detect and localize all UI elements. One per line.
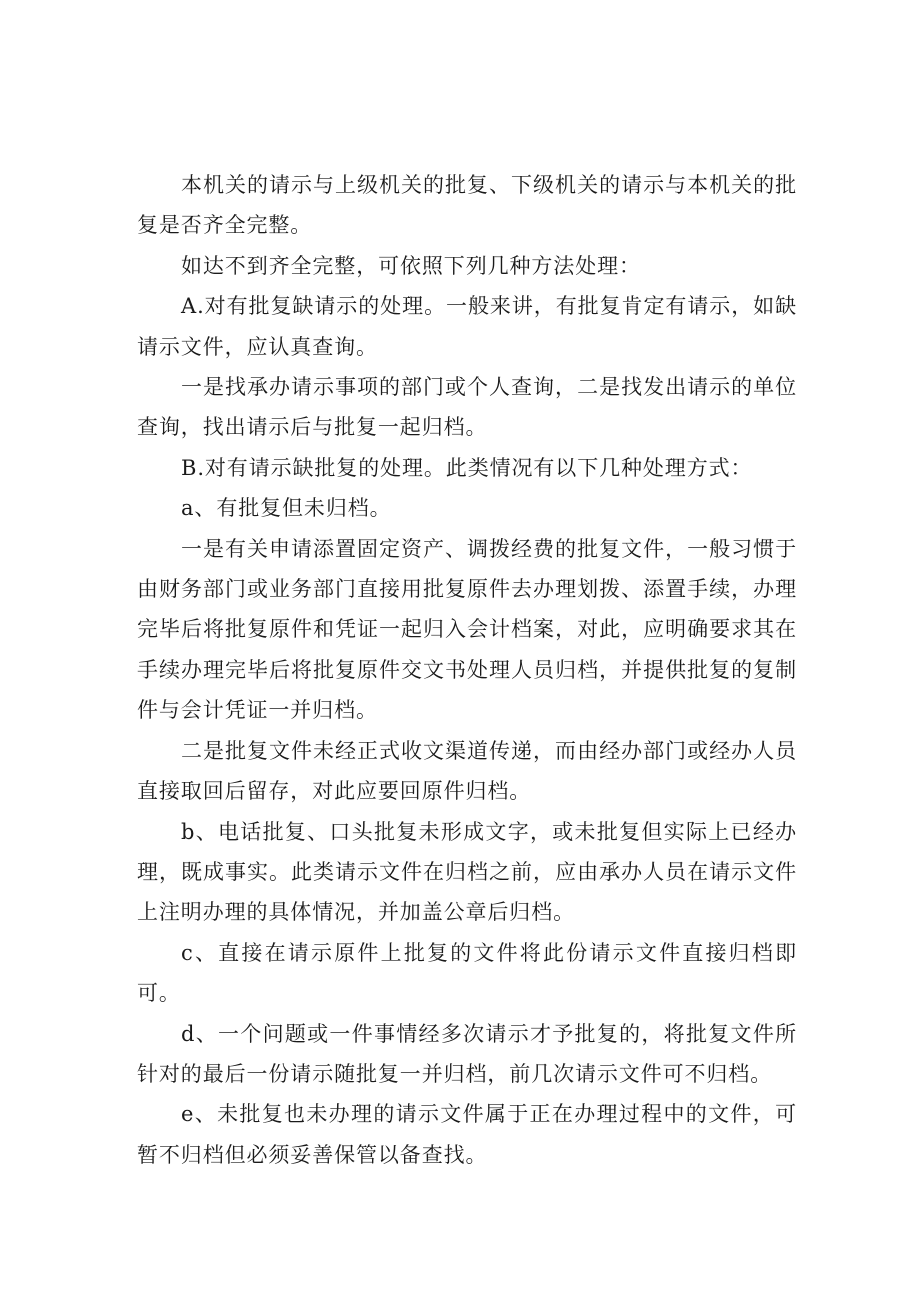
- paragraph-b-e-pending-requests: e、未批复也未办理的请示文件属于正在办理过程中的文件，可暂不归档但必须妥善保管以备查找。: [137, 1102, 797, 1167]
- paragraph-b-c-direct-reply: c、直接在请示原件上批复的文件将此份请示文件直接归档即可。: [137, 940, 797, 1006]
- document-body: [137, 165, 797, 1175]
- paragraph-b-a-first-case: 一是有关申请添置固定资产、调拨经费的批复文件，一般习惯于由财务部门或业务部门直接用批复原件去办理划拨、添置手续，办理完毕后将批复原件和凭证一起归入会计档案，对此，应明确要求其在手续办理完毕后将批复原件交文书处理人员归档，并提供批复的复制件与会计凭证一并归档。: [137, 536, 797, 723]
- paragraph-b-a-second-case: 二是批复文件未经正式收文渠道传递，而由经办部门或经办人员直接取回后留存，对此应要回原件归档。: [137, 738, 797, 804]
- paragraph-b-request-missing-reply: B.对有请示缺批复的处理。此类情况有以下几种处理方式：: [181, 455, 753, 480]
- paragraph-b-a-reply-not-archived: a、有批复但未归档。: [181, 496, 392, 521]
- paragraph-b-b-verbal-reply: b、电话批复、口头批复未形成文字，或未批复但实际上已经办理，既成事实。此类请示文件在归档之前，应由承办人员在请示文件上注明办理的具体情况，并加盖公章后归档。: [137, 819, 797, 925]
- paragraph-b-d-multiple-requests: d、一个问题或一件事情经多次请示才予批复的，将批复文件所针对的最后一份请示随批复一并归档，前几次请示文件可不归档。: [137, 1021, 797, 1086]
- paragraph-request-reply-completeness: 本机关的请示与上级机关的批复、下级机关的请示与本机关的批复是否齐全完整。: [137, 173, 797, 238]
- paragraph-a-reply-missing-request: A.对有批复缺请示的处理。一般来讲，有批复肯定有请示，如缺请示文件，应认真查询。: [137, 294, 797, 359]
- paragraph-a-query-method: 一是找承办请示事项的部门或个人查询，二是找发出请示的单位查询，找出请示后与批复一起归档。: [137, 375, 797, 440]
- paragraph-handling-methods-intro: 如达不到齐全完整，可依照下列几种方法处理：: [181, 253, 641, 278]
